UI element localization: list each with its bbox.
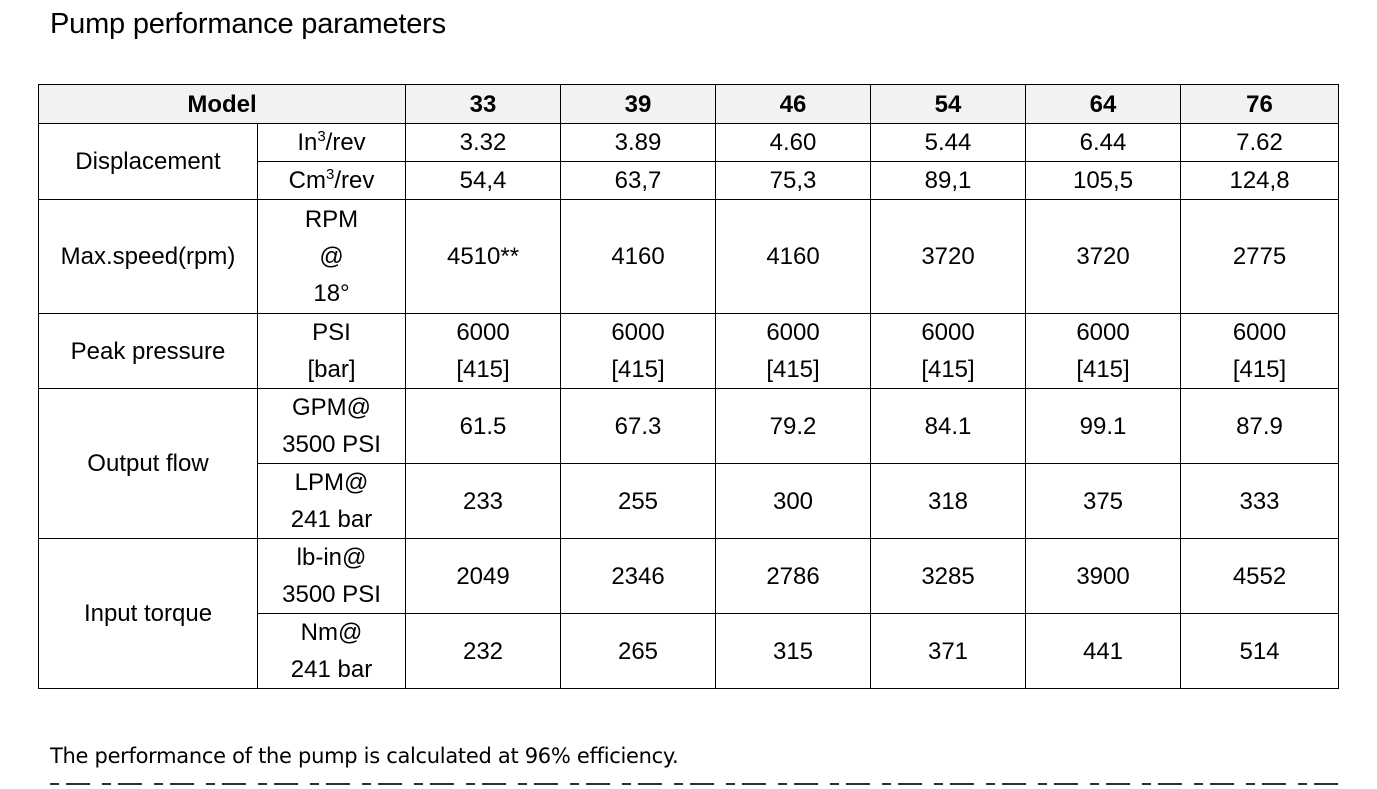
value-cell: 87.9: [1181, 389, 1339, 464]
unit-line: PSI: [312, 319, 351, 346]
value-cell: 233: [406, 464, 561, 539]
unit-line: GPM@: [291, 394, 372, 421]
value-cell: 54,4: [406, 162, 561, 200]
unit-cell: [258, 464, 406, 539]
value-cell: 7.62: [1181, 124, 1339, 162]
psi-value: 6000: [611, 319, 665, 346]
unit-superscript: 3: [325, 166, 335, 183]
output-flow-label: Output flow: [39, 389, 258, 539]
unit-cell: [258, 162, 406, 200]
value-cell: 4160: [716, 200, 871, 314]
psi-value: 6000: [1076, 319, 1130, 346]
unit-cell: [258, 314, 406, 389]
unit-text: /rev: [325, 129, 366, 156]
value-cell: 265: [561, 614, 716, 689]
unit-line: 241 bar: [290, 506, 373, 533]
page-title: Pump performance parameters: [50, 8, 446, 40]
value-cell: 3720: [1026, 200, 1181, 314]
value-cell: 63,7: [561, 162, 716, 200]
value-cell: 371: [871, 614, 1026, 689]
model-column-header: 33: [406, 85, 561, 124]
unit-text: Cm: [288, 167, 326, 194]
unit-cell: [258, 614, 406, 689]
value-cell: 232: [406, 614, 561, 689]
value-cell: 255: [561, 464, 716, 539]
value-cell: 3285: [871, 539, 1026, 614]
unit-cell: [258, 389, 406, 464]
model-column-header: 54: [871, 85, 1026, 124]
value-cell: 2049: [406, 539, 561, 614]
value-cell: [716, 314, 871, 389]
unit-superscript: 3: [317, 128, 326, 145]
value-cell: 3720: [871, 200, 1026, 314]
value-cell: 2786: [716, 539, 871, 614]
value-cell: 333: [1181, 464, 1339, 539]
value-cell: 318: [871, 464, 1026, 539]
displacement-label: Displacement: [39, 124, 258, 200]
bar-value: [415]: [1076, 356, 1130, 383]
unit-line: 3500 PSI: [282, 431, 381, 458]
value-cell: 3.89: [561, 124, 716, 162]
header-row: [39, 85, 1339, 124]
value-cell: [406, 314, 561, 389]
efficiency-footnote: The performance of the pump is calculated at 96% efficiency.: [50, 744, 679, 768]
unit-text: /rev: [334, 167, 375, 194]
unit-line: RPM: [304, 206, 359, 233]
value-cell: 514: [1181, 614, 1339, 689]
value-cell: 300: [716, 464, 871, 539]
unit-line: @: [319, 243, 344, 270]
unit-line: 241 bar: [290, 656, 373, 683]
bar-value: [415]: [456, 356, 510, 383]
psi-value: 6000: [1232, 319, 1287, 346]
value-cell: 124,8: [1181, 162, 1339, 200]
unit-line: 3500 PSI: [282, 581, 381, 608]
peak-pressure-row: [39, 314, 1339, 389]
value-cell: 3.32: [406, 124, 561, 162]
value-cell: 5.44: [871, 124, 1026, 162]
value-cell: 79.2: [716, 389, 871, 464]
value-cell: 99.1: [1026, 389, 1181, 464]
unit-text: In: [297, 129, 318, 156]
value-cell: 2346: [561, 539, 716, 614]
bar-value: [415]: [611, 356, 665, 383]
displacement-in-row: [39, 124, 1339, 162]
model-column-header: 46: [716, 85, 871, 124]
value-cell: 67.3: [561, 389, 716, 464]
unit-cell: [258, 200, 406, 314]
psi-value: 6000: [921, 319, 975, 346]
input-torque-lbin-row: [39, 539, 1339, 614]
max-speed-row: [39, 200, 1339, 314]
value-cell: 4510**: [406, 200, 561, 314]
unit-line: Nm@: [300, 619, 363, 646]
value-cell: 75,3: [716, 162, 871, 200]
peak-pressure-label: Peak pressure: [39, 314, 258, 389]
unit-cell: [258, 539, 406, 614]
max-speed-label: Max.speed(rpm): [39, 200, 258, 314]
value-cell: [871, 314, 1026, 389]
model-column-header: 64: [1026, 85, 1181, 124]
model-header: Model: [39, 85, 406, 124]
value-cell: 84.1: [871, 389, 1026, 464]
psi-value: 6000: [766, 319, 820, 346]
value-cell: 2775: [1181, 200, 1339, 314]
value-cell: [561, 314, 716, 389]
value-cell: [1026, 314, 1181, 389]
performance-table: [38, 84, 1339, 689]
value-cell: [1181, 314, 1339, 389]
value-cell: 4.60: [716, 124, 871, 162]
value-cell: 375: [1026, 464, 1181, 539]
output-flow-gpm-row: [39, 389, 1339, 464]
cropped-text-line: [50, 781, 1340, 789]
unit-line: LPM@: [294, 469, 369, 496]
value-cell: 3900: [1026, 539, 1181, 614]
unit-cell: [258, 124, 406, 162]
model-column-header: 39: [561, 85, 716, 124]
bar-value: [415]: [766, 356, 820, 383]
bar-value: [415]: [921, 356, 975, 383]
cropped-text-glyphs: [50, 783, 1340, 785]
bar-value: [415]: [1232, 356, 1287, 383]
model-column-header: 76: [1181, 85, 1339, 124]
unit-line: lb-in@: [296, 544, 367, 571]
value-cell: 89,1: [871, 162, 1026, 200]
input-torque-label: Input torque: [39, 539, 258, 689]
value-cell: 6.44: [1026, 124, 1181, 162]
value-cell: 4552: [1181, 539, 1339, 614]
psi-value: 6000: [456, 319, 510, 346]
value-cell: 4160: [561, 200, 716, 314]
value-cell: 441: [1026, 614, 1181, 689]
value-cell: 105,5: [1026, 162, 1181, 200]
unit-line: 18°: [313, 280, 350, 307]
value-cell: 61.5: [406, 389, 561, 464]
unit-line: [bar]: [307, 356, 356, 383]
value-cell: 315: [716, 614, 871, 689]
